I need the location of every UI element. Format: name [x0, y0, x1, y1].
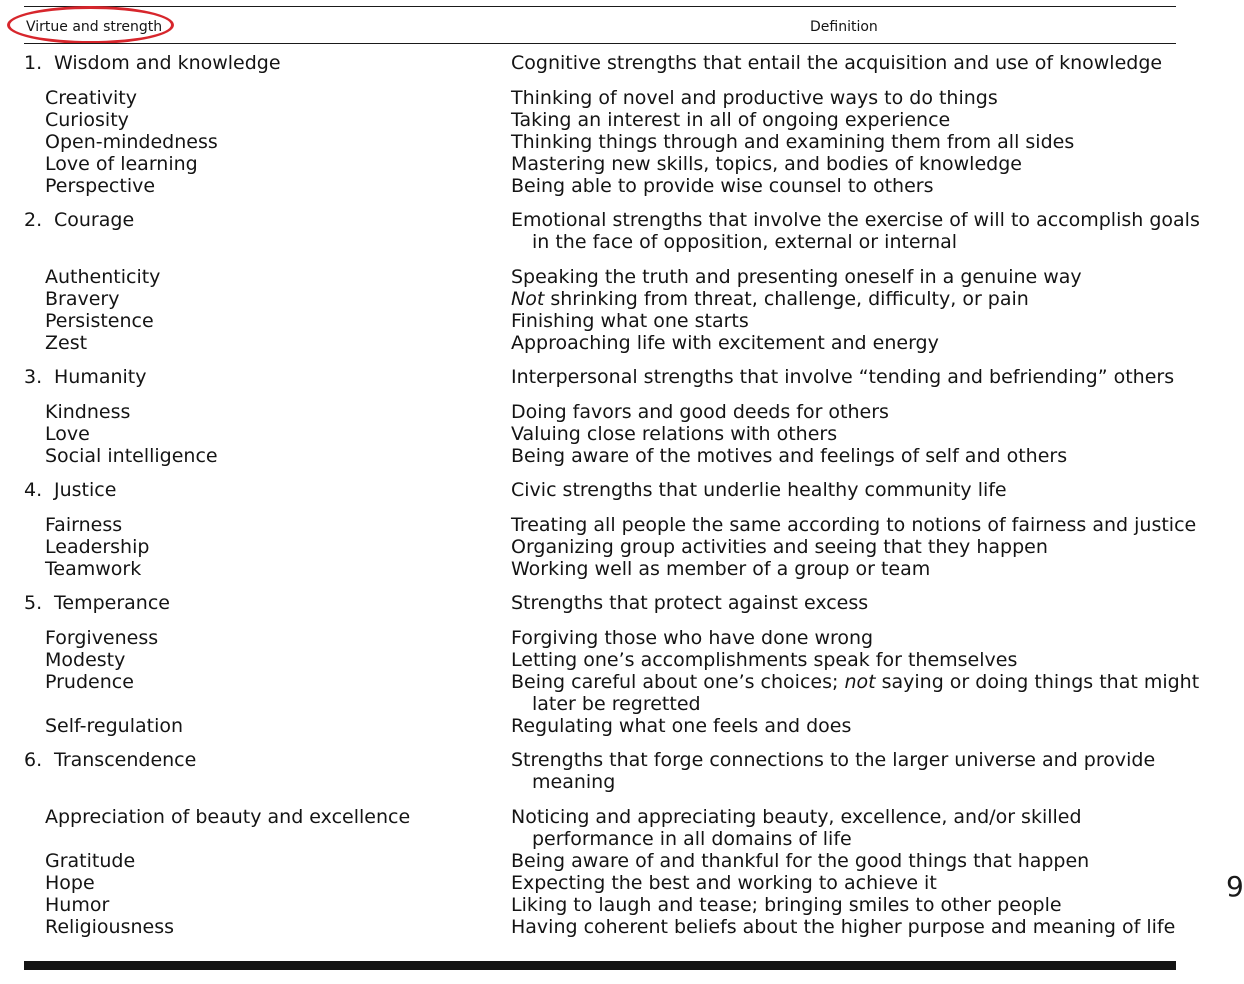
strength-row [0, 806, 1234, 828]
strength-definition: Treating all people the same according to notions of fairness and justice [511, 514, 1197, 536]
strength-name: Love [45, 423, 90, 445]
strength-name: Bravery [45, 288, 120, 310]
strength-row [0, 850, 1234, 872]
strength-definition: Valuing close relations with others [511, 423, 838, 445]
strength-definition: Thinking things through and examining them from all sides [511, 131, 1075, 153]
strength-definition: Noticing and appreciating beauty, excellence, and/or skilled [511, 806, 1082, 828]
virtue-definition: Strengths that protect against excess [511, 592, 869, 614]
strength-name: Creativity [45, 87, 137, 109]
strength-definition: Mastering new skills, topics, and bodies of knowledge [511, 153, 1022, 175]
strength-row [0, 715, 1234, 737]
virtue-name [24, 52, 281, 74]
strength-name: Authenticity [45, 266, 161, 288]
definition-emphasis: not [844, 671, 876, 693]
strength-row [0, 310, 1234, 332]
strength-row [0, 894, 1234, 916]
strength-row [0, 288, 1234, 310]
virtue-title: Justice [54, 479, 117, 501]
virtue-number: 6. [24, 749, 43, 771]
virtue-definition: Strengths that forge connections to the larger universe and provide [511, 749, 1156, 771]
virtue-definition-cont: meaning [532, 771, 616, 793]
header-rule [24, 43, 1176, 44]
strength-row [0, 514, 1234, 536]
strength-row [0, 423, 1234, 445]
virtue-title: Humanity [54, 366, 147, 388]
strength-row [0, 131, 1234, 153]
virtue-number: 2. [24, 209, 43, 231]
strength-name: Zest [45, 332, 88, 354]
strength-row [0, 649, 1234, 671]
strength-definition: Doing favors and good deeds for others [511, 401, 889, 423]
strength-name: Social intelligence [45, 445, 218, 467]
virtue-row [0, 479, 1234, 501]
strength-definition: Letting one’s accomplishments speak for themselves [511, 649, 1018, 671]
strength-name: Forgiveness [45, 627, 159, 649]
strength-name: Gratitude [45, 850, 136, 872]
strength-definition: Taking an interest in all of ongoing experience [511, 109, 951, 131]
strength-definition: Regulating what one feels and does [511, 715, 852, 737]
header-virtue-and-strength: Virtue and strength [26, 19, 163, 35]
strength-row [0, 332, 1234, 354]
virtue-definition-cont-row [0, 231, 1234, 253]
strength-row [0, 109, 1234, 131]
top-rule [24, 6, 1176, 7]
definition-text-after: saying or doing things that might [875, 671, 1200, 693]
strength-definition: Speaking the truth and presenting oneself in a genuine way [511, 266, 1082, 288]
strength-row [0, 175, 1234, 197]
virtue-row [0, 749, 1234, 771]
virtue-name [24, 366, 147, 388]
strength-definition: Approaching life with excitement and energy [511, 332, 939, 354]
strength-row [0, 627, 1234, 649]
strength-definition-cont: performance in all domains of life [532, 828, 852, 850]
page-edge-glyph: 9 [1226, 870, 1244, 903]
strength-name: Teamwork [45, 558, 142, 580]
strength-row [0, 401, 1234, 423]
strength-name: Curiosity [45, 109, 129, 131]
strength-row [0, 558, 1234, 580]
strength-definition: Working well as member of a group or team [511, 558, 931, 580]
strength-row [0, 916, 1234, 938]
strength-definition: Being aware of and thankful for the good things that happen [511, 850, 1090, 872]
virtue-definition: Cognitive strengths that entail the acquisition and use of knowledge [511, 52, 1163, 74]
virtue-name [24, 209, 134, 231]
strength-definition: Expecting the best and working to achieve it [511, 872, 937, 894]
strength-row [0, 266, 1234, 288]
virtue-definition: Emotional strengths that involve the exercise of will to accomplish goals [511, 209, 1200, 231]
strength-row [0, 153, 1234, 175]
strength-definition-cont-row [0, 828, 1234, 850]
virtue-name [24, 749, 196, 771]
strength-definition [511, 671, 1199, 693]
virtue-definition: Civic strengths that underlie healthy community life [511, 479, 1007, 501]
header-definition: Definition [810, 19, 878, 35]
virtue-definition: Interpersonal strengths that involve “tending and befriending” others [511, 366, 1175, 388]
virtue-row [0, 366, 1234, 388]
bottom-rule [24, 961, 1176, 970]
virtue-number: 3. [24, 366, 43, 388]
strength-name: Leadership [45, 536, 150, 558]
strength-name: Kindness [45, 401, 131, 423]
virtue-title: Transcendence [54, 749, 197, 771]
strength-definition: Finishing what one starts [511, 310, 749, 332]
strength-name: Self-regulation [45, 715, 184, 737]
strength-row [0, 445, 1234, 467]
definition-emphasis: Not [511, 288, 545, 310]
virtue-definition-cont: in the face of opposition, external or internal [532, 231, 958, 253]
strength-definition: Liking to laugh and tease; bringing smiles to other people [511, 894, 1062, 916]
definition-text: shrinking from threat, challenge, difficulty, or pain [544, 288, 1029, 310]
strength-name: Hope [45, 872, 95, 894]
strength-definition: Thinking of novel and productive ways to do things [511, 87, 998, 109]
strength-name: Fairness [45, 514, 123, 536]
strength-row [0, 872, 1234, 894]
virtue-title: Wisdom and knowledge [54, 52, 281, 74]
strength-name: Perspective [45, 175, 156, 197]
strength-name: Love of learning [45, 153, 198, 175]
virtue-row [0, 592, 1234, 614]
strength-definition-cont: later be regretted [532, 693, 701, 715]
virtue-title: Temperance [54, 592, 170, 614]
virtue-name [24, 592, 170, 614]
strength-definition: Being able to provide wise counsel to others [511, 175, 934, 197]
strength-name: Persistence [45, 310, 154, 332]
virtue-number: 4. [24, 479, 43, 501]
strength-definition: Having coherent beliefs about the higher purpose and meaning of life [511, 916, 1176, 938]
strength-definition: Forgiving those who have done wrong [511, 627, 874, 649]
strength-definition: Organizing group activities and seeing that they happen [511, 536, 1048, 558]
strength-name: Religiousness [45, 916, 175, 938]
virtue-row [0, 52, 1234, 74]
strength-definition-cont-row [0, 693, 1234, 715]
strength-name: Appreciation of beauty and excellence [45, 806, 411, 828]
strength-row [0, 536, 1234, 558]
virtue-number: 5. [24, 592, 43, 614]
virtue-number: 1. [24, 52, 43, 74]
strength-definition [511, 288, 1029, 310]
strength-row [0, 87, 1234, 109]
virtues-table [0, 52, 1244, 938]
virtue-definition-cont-row [0, 771, 1234, 793]
virtue-title: Courage [54, 209, 135, 231]
definition-text: Being careful about one’s choices; [511, 671, 845, 693]
virtue-name [24, 479, 116, 501]
strength-row [0, 671, 1234, 693]
strength-name: Humor [45, 894, 110, 916]
strength-name: Modesty [45, 649, 126, 671]
strength-name: Prudence [45, 671, 134, 693]
strength-name: Open-mindedness [45, 131, 218, 153]
strength-definition: Being aware of the motives and feelings of self and others [511, 445, 1068, 467]
virtue-row [0, 209, 1234, 231]
